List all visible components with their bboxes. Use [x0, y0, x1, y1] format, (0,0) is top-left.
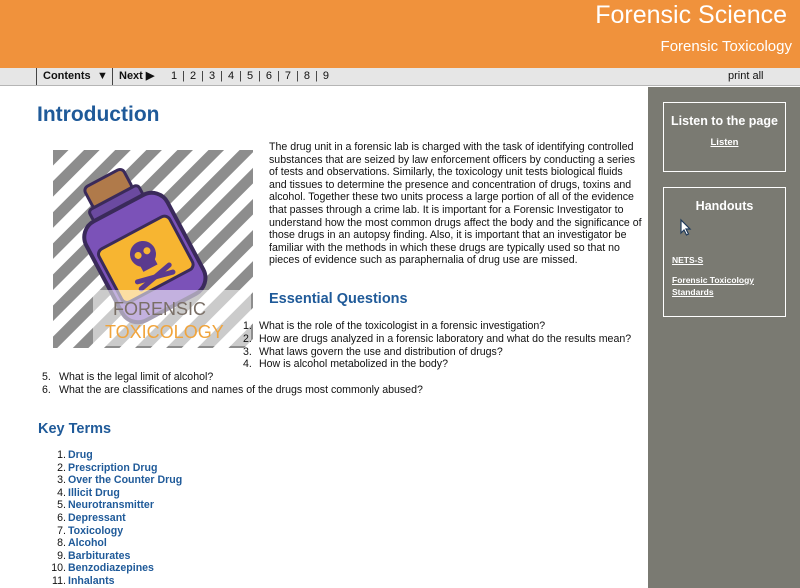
list-item: 3. What laws govern the use and distribution of drugs? — [243, 345, 503, 358]
key-term-link[interactable]: Illicit Drug — [68, 486, 120, 499]
page-link-9[interactable]: 9 — [322, 70, 329, 82]
key-term-link[interactable]: Inhalants — [68, 574, 115, 587]
cursor-icon — [676, 218, 692, 238]
intro-paragraph: The drug unit in a forensic lab is charged with the task of identifying controlled substances that are seized by law enforcement officers by conducting a series of tests and observations. Similarly, the toxicology unit tests biological fluids and tissues to determine the presence and concentration of drugs, toxins and alcohol. Together these two units process a large portion of all of the evidence that passes through a crime lab. It is important for a Forensic Investigator to understand how the most common drugs affect the body and the significance of those drugs in an autopsy finding. Also, it is important that an investigator be familiar with the methods in which these drugs are typically used so that no pieces of evidence such as paraphernalia of drug use are missed. — [269, 141, 642, 267]
page-link-4[interactable]: 4 — [227, 70, 235, 82]
page-link-1[interactable]: 1 — [171, 70, 178, 82]
page-links: 1 | 2 | 3 | 4 | 5 | 6 | 7 | 8 | 9 — [166, 68, 334, 84]
site-title: Forensic Science — [595, 1, 787, 29]
page-link-3[interactable]: 3 — [208, 70, 216, 82]
page-link-5[interactable]: 5 — [246, 70, 254, 82]
key-term-link[interactable]: Depressant — [68, 511, 126, 524]
handout-link-forensic-toxicology-standards[interactable]: Forensic Toxicology Standards — [672, 275, 755, 297]
main-content — [0, 87, 648, 588]
key-term-link[interactable]: Alcohol — [68, 537, 107, 550]
listen-box — [663, 102, 786, 172]
essential-questions-list — [0, 320, 648, 397]
print-all-link[interactable]: print all — [728, 70, 764, 82]
key-term-link[interactable]: Barbiturates — [68, 549, 131, 562]
handouts-title: Handouts — [695, 199, 754, 213]
handout-link-nets-s[interactable]: NETS-S — [672, 255, 704, 265]
list-item: 4. Illicit Drug — [57, 486, 120, 499]
key-term-link[interactable]: Benzodiazepines — [68, 562, 154, 575]
key-term-link[interactable]: Toxicology — [68, 524, 124, 537]
list-item: 2. How are drugs analyzed in a forensic laboratory and what do the results mean? — [243, 332, 632, 345]
contents-label: Contents — [43, 70, 91, 82]
contents-menu-button[interactable] — [36, 68, 108, 85]
list-item: 10. Benzodiazepines — [51, 562, 154, 575]
list-item: 5. What is the legal limit of alcohol? — [42, 371, 214, 384]
essential-questions-heading: Essential Questions — [269, 291, 408, 307]
listen-link[interactable]: Listen — [710, 137, 739, 148]
sidebar — [648, 87, 800, 588]
page-title: Introduction — [37, 103, 160, 126]
site-subtitle: Forensic Toxicology — [660, 38, 792, 55]
handouts-box — [663, 187, 786, 317]
key-term-link[interactable]: Drug — [68, 449, 93, 461]
hero-text-toxicology: TOXICOLOGY — [105, 322, 224, 342]
list-item: 1. Drug — [57, 449, 93, 461]
page-link-7[interactable]: 7 — [284, 70, 292, 82]
key-terms-list — [0, 449, 182, 588]
forensic-toxicology-image — [53, 150, 253, 348]
hero-text-forensic: FORENSIC — [113, 299, 207, 319]
list-item: 6. What the are classifications and names of the drugs most commonly abused? — [42, 383, 423, 396]
next-button[interactable]: Next ▶ — [112, 68, 154, 85]
key-terms-heading: Key Terms — [38, 421, 112, 437]
list-item: 6. Depressant — [57, 511, 126, 524]
list-item: 1. What is the role of the toxicologist in a forensic investigation? — [243, 320, 546, 332]
page-link-6[interactable]: 6 — [265, 70, 273, 82]
site-header — [0, 0, 800, 68]
page-link-2[interactable]: 2 — [189, 70, 197, 82]
listen-title: Listen to the page — [671, 114, 778, 128]
list-item: 9. Barbiturates — [57, 549, 131, 562]
key-term-link[interactable]: Neurotransmitter — [68, 499, 154, 512]
list-item: 4. How is alcohol metabolized in the body? — [243, 358, 448, 371]
nav-bar — [0, 68, 800, 86]
list-item: 11. Inhalants — [52, 574, 115, 587]
chevron-down-icon: ▼ — [97, 70, 108, 82]
key-term-link[interactable]: Prescription Drug — [68, 461, 158, 474]
list-item: 8. Alcohol — [57, 537, 107, 550]
list-item: 5. Neurotransmitter — [57, 499, 154, 512]
page-link-8[interactable]: 8 — [303, 70, 311, 82]
key-term-link[interactable]: Over the Counter Drug — [68, 474, 183, 487]
list-item: 3. Over the Counter Drug — [57, 474, 183, 487]
list-item: 2. Prescription Drug — [57, 461, 158, 474]
list-item: 7. Toxicology — [57, 524, 124, 537]
